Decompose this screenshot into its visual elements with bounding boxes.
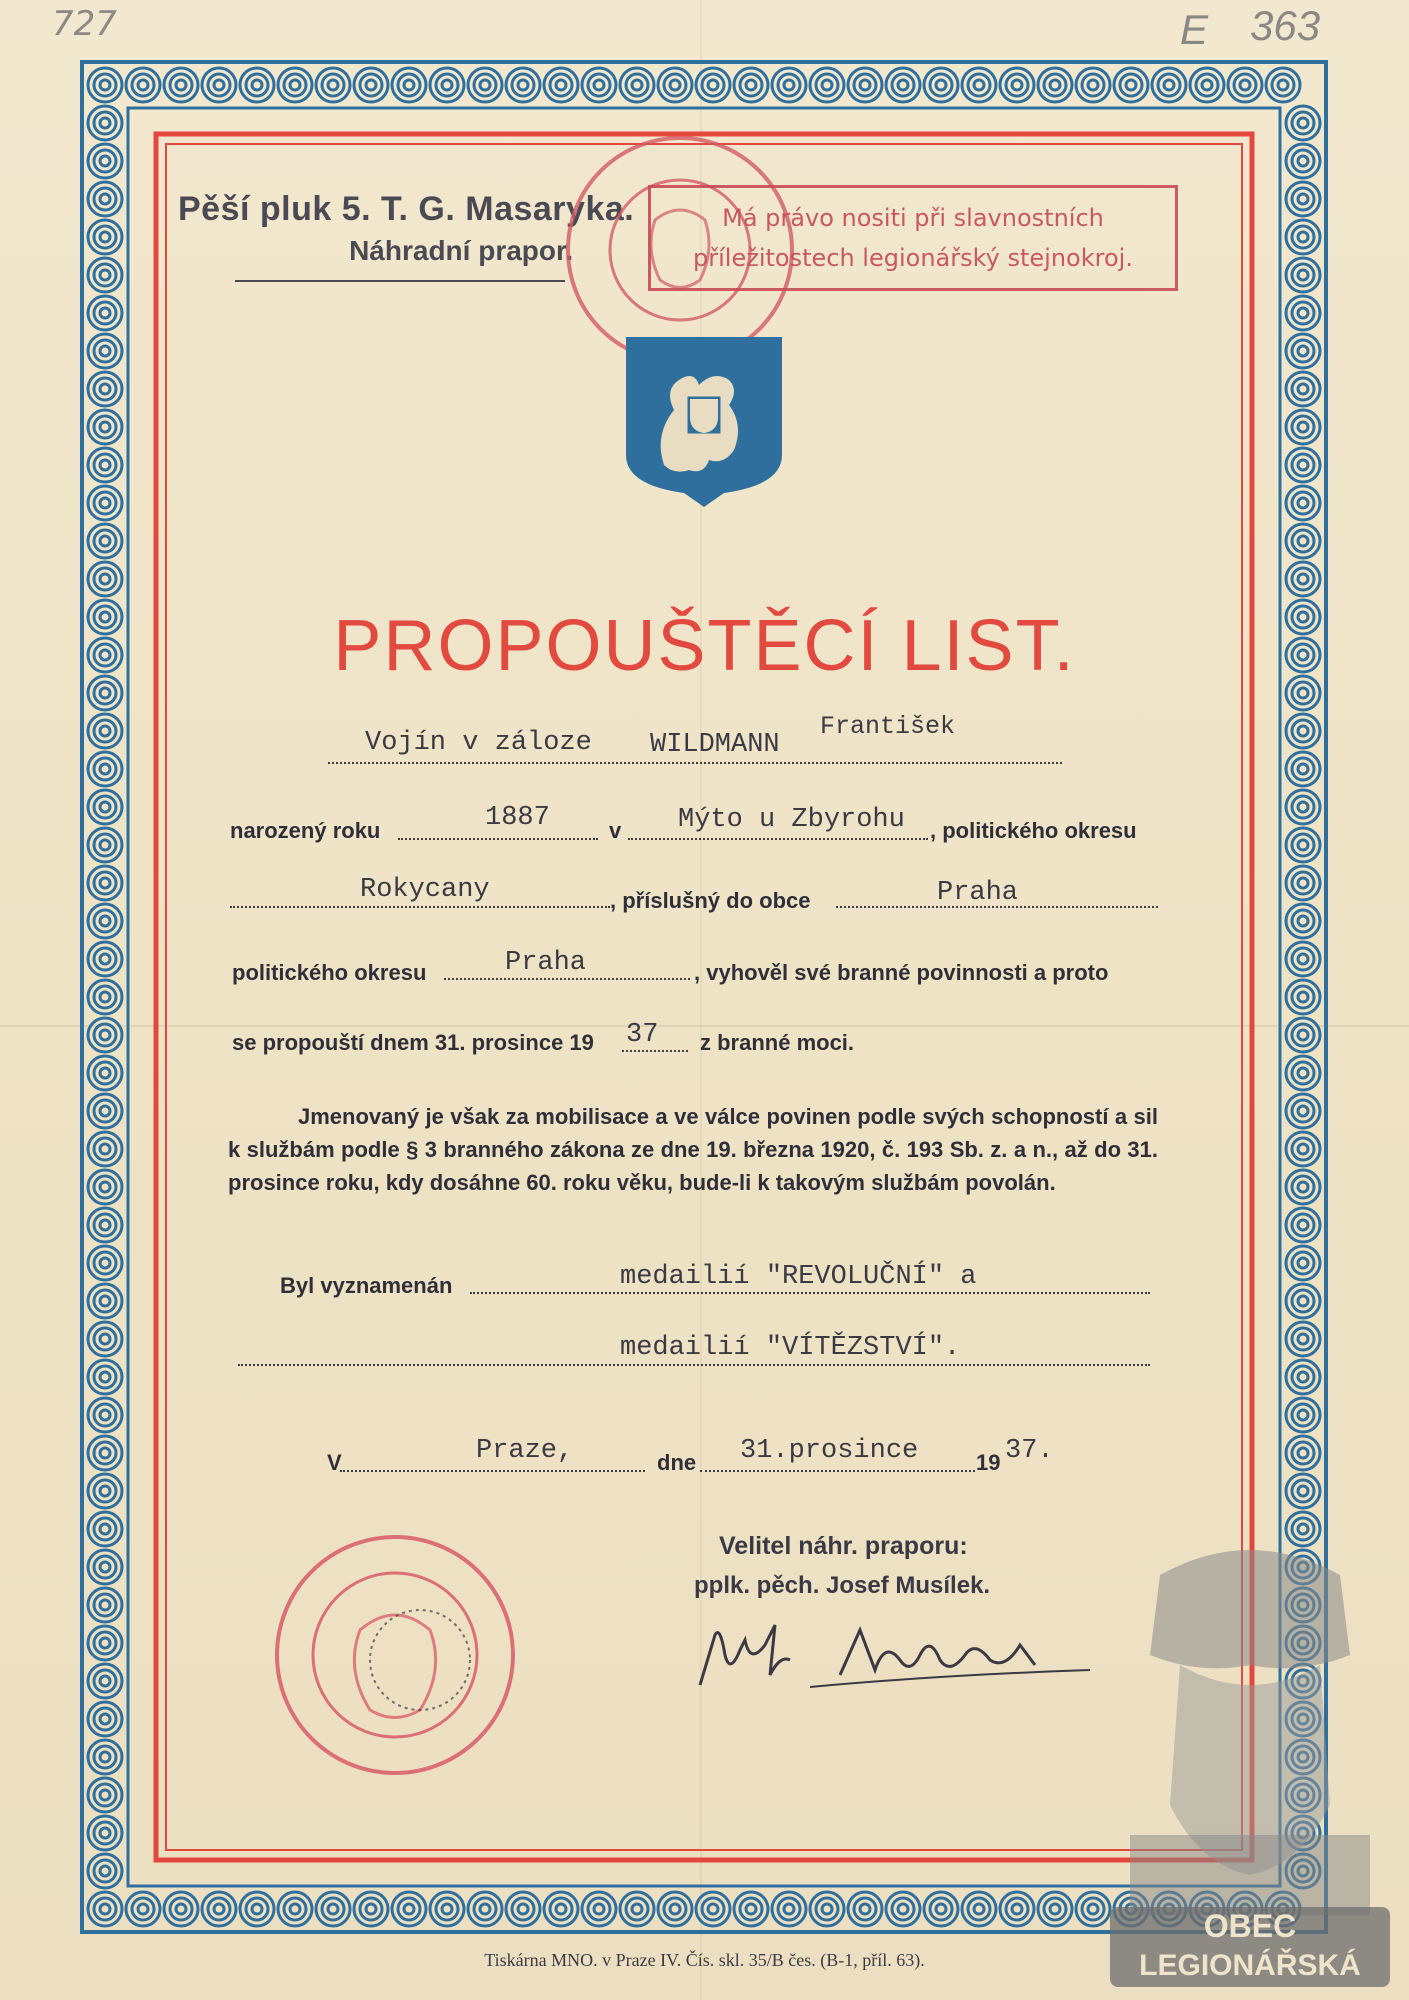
border-ornament <box>88 1550 122 1584</box>
border-ornament <box>88 144 122 178</box>
border-ornament <box>88 182 122 216</box>
residence-district: Rokycany <box>360 875 490 905</box>
border-ornament <box>88 1208 122 1242</box>
border-ornament <box>1190 68 1224 102</box>
border-ornament <box>1286 1360 1320 1394</box>
issue-place-dots <box>340 1470 645 1472</box>
border-ornament <box>1286 182 1320 216</box>
border-ornament <box>620 1892 654 1926</box>
border-ornament <box>1286 1132 1320 1166</box>
border-ornament <box>88 1588 122 1622</box>
border-ornament <box>316 1892 350 1926</box>
border-ornament <box>1228 68 1262 102</box>
border-ornament <box>772 1892 806 1926</box>
award-line1-dots <box>470 1292 1150 1294</box>
legion-stamp-line1: Má právo nositi při slavnostních <box>722 204 1104 232</box>
award-line2: medailií "VÍTĚZSTVÍ". <box>620 1333 961 1363</box>
border-ornament <box>1286 1284 1320 1318</box>
border-ornament <box>962 1892 996 1926</box>
border-ornament <box>1076 68 1110 102</box>
border-ornament <box>202 1892 236 1926</box>
border-ornament <box>88 1892 122 1926</box>
border-ornament <box>164 1892 198 1926</box>
given-name: František <box>820 712 956 741</box>
birth-in-label: v <box>609 818 622 843</box>
border-ornament <box>886 68 920 102</box>
border-ornament <box>506 1892 540 1926</box>
surname: WILDMANN <box>650 730 780 760</box>
birth-place: Mýto u Zbyrohu <box>678 805 905 835</box>
border-ornament <box>126 1892 160 1926</box>
border-ornament <box>1152 68 1186 102</box>
year-prefix: 19 <box>976 1450 1001 1475</box>
commander-name: pplk. pěch. Josef Musílek. <box>694 1572 991 1599</box>
border-ornament <box>886 1892 920 1926</box>
service-obligation-paragraph <box>228 1100 1158 1199</box>
border-ornament <box>810 1892 844 1926</box>
belongs-label: , příslušný do obce <box>610 888 811 913</box>
border-ornament <box>734 1892 768 1926</box>
border-ornament <box>1286 828 1320 862</box>
border-ornament <box>1286 410 1320 444</box>
award-line2-dots <box>238 1364 1150 1366</box>
border-ornament <box>1286 258 1320 292</box>
border-ornament <box>696 68 730 102</box>
border-ornament <box>88 1436 122 1470</box>
border-ornament <box>88 1132 122 1166</box>
award-line1: medailií "REVOLUČNÍ" a <box>620 1262 977 1292</box>
border-ornament <box>88 1474 122 1508</box>
border-ornament <box>88 410 122 444</box>
year-suffix: 37. <box>1005 1436 1054 1466</box>
border-ornament <box>1286 866 1320 900</box>
border-ornament <box>88 562 122 596</box>
archive-mark-left: 727 <box>52 4 117 44</box>
border-ornament <box>1286 1018 1320 1052</box>
border-ornament <box>88 790 122 824</box>
border-ornament <box>88 524 122 558</box>
border-ornament <box>1114 68 1148 102</box>
obec-legionarska-logo <box>1100 1535 1400 1995</box>
border-ornament <box>354 68 388 102</box>
logo-text-obec: OBEC <box>1203 1908 1297 1944</box>
border-ornament <box>88 1246 122 1280</box>
border-ornament <box>1286 1246 1320 1280</box>
border-ornament <box>1286 1056 1320 1090</box>
birth-label: narozený roku <box>230 818 381 843</box>
name-dotted-line <box>328 762 1062 764</box>
border-ornament <box>1286 1208 1320 1242</box>
border-ornament <box>240 68 274 102</box>
border-ornament <box>658 1892 692 1926</box>
border-ornament <box>392 1892 426 1926</box>
border-ornament <box>278 1892 312 1926</box>
border-ornament <box>88 106 122 140</box>
border-ornament <box>430 68 464 102</box>
border-ornament <box>1038 1892 1072 1926</box>
unit-stamp-underline <box>235 280 565 282</box>
issue-date: 31.prosince <box>740 1436 919 1466</box>
border-ornament <box>88 296 122 330</box>
border-ornament <box>1286 790 1320 824</box>
border-ornament <box>88 714 122 748</box>
municipality-dots <box>836 906 1158 908</box>
red-seal-bottom <box>270 1530 520 1780</box>
border-ornament <box>544 68 578 102</box>
district2-rest: , vyhověl své branné povinnosti a proto <box>694 960 1109 985</box>
border-ornament <box>582 68 616 102</box>
issue-date-dots <box>700 1470 975 1472</box>
district2-value: Praha <box>505 948 587 978</box>
border-ornament <box>88 980 122 1014</box>
border-ornament <box>1000 1892 1034 1926</box>
legion-stamp-line2: příležitostech legionářský stejnokroj. <box>693 244 1133 272</box>
border-ornament <box>1286 1094 1320 1128</box>
border-ornament <box>240 1892 274 1926</box>
border-ornament <box>1286 1398 1320 1432</box>
border-ornament <box>88 1360 122 1394</box>
release-prefix: se propouští dnem 31. prosince 19 <box>232 1030 594 1055</box>
birth-year-dots <box>398 838 598 840</box>
border-ornament <box>468 1892 502 1926</box>
border-ornament <box>848 1892 882 1926</box>
border-ornament <box>88 1778 122 1812</box>
residence-district-dots <box>230 906 610 908</box>
border-ornament <box>88 904 122 938</box>
border-ornament <box>88 68 122 102</box>
unit-stamp-name: Pěší pluk 5. T. G. Masaryka. <box>178 190 635 228</box>
signature <box>690 1615 1090 1705</box>
border-ornament <box>1286 486 1320 520</box>
border-ornament <box>658 68 692 102</box>
issue-place: Praze, <box>476 1436 574 1466</box>
border-ornament <box>1286 1170 1320 1204</box>
place-v-label: V <box>327 1450 342 1475</box>
border-ornament <box>1266 68 1300 102</box>
border-ornament <box>88 942 122 976</box>
border-ornament <box>88 1626 122 1660</box>
district2-dots <box>444 978 690 980</box>
border-ornament <box>88 220 122 254</box>
border-ornament <box>962 68 996 102</box>
district2-label: politického okresu <box>232 960 427 985</box>
border-ornament <box>544 1892 578 1926</box>
border-ornament <box>392 68 426 102</box>
border-ornament <box>88 1284 122 1318</box>
border-ornament <box>88 1322 122 1356</box>
birth-place-dots <box>628 838 928 840</box>
border-ornament <box>1286 904 1320 938</box>
legion-uniform-stamp <box>648 185 1178 291</box>
border-ornament <box>620 68 654 102</box>
border-ornament <box>88 1816 122 1850</box>
rank-text: Vojín v záloze <box>365 728 592 758</box>
border-ornament <box>88 486 122 520</box>
release-year-dots <box>622 1050 688 1052</box>
border-ornament <box>1286 1436 1320 1470</box>
border-ornament <box>316 68 350 102</box>
archive-mark-letter: E <box>1180 6 1209 53</box>
border-ornament <box>582 1892 616 1926</box>
border-ornament <box>1286 106 1320 140</box>
border-ornament <box>1286 1322 1320 1356</box>
border-ornament <box>88 258 122 292</box>
border-ornament <box>88 752 122 786</box>
border-ornament <box>1000 68 1034 102</box>
border-ornament <box>696 1892 730 1926</box>
border-ornament <box>1286 144 1320 178</box>
date-label: dne <box>657 1450 697 1475</box>
border-ornament <box>1286 752 1320 786</box>
document-title: PROPOUŠTĚCÍ LIST. <box>333 606 1076 686</box>
border-ornament <box>1286 562 1320 596</box>
border-ornament <box>88 1398 122 1432</box>
border-ornament <box>88 1170 122 1204</box>
border-ornament <box>1286 942 1320 976</box>
border-ornament <box>1286 334 1320 368</box>
release-year-suffix: 37 <box>626 1020 659 1050</box>
border-ornament <box>88 1702 122 1736</box>
border-ornament <box>88 1664 122 1698</box>
border-ornament <box>848 68 882 102</box>
coat-of-arms <box>624 335 784 510</box>
municipality: Praha <box>937 878 1019 908</box>
border-ornament <box>772 68 806 102</box>
border-ornament <box>1286 1474 1320 1508</box>
border-ornament <box>88 1094 122 1128</box>
border-ornament <box>1286 220 1320 254</box>
border-ornament <box>430 1892 464 1926</box>
border-ornament <box>1286 448 1320 482</box>
border-ornament <box>1286 296 1320 330</box>
border-ornament <box>88 334 122 368</box>
border-ornament <box>88 866 122 900</box>
border-ornament <box>88 1740 122 1774</box>
border-ornament <box>734 68 768 102</box>
release-suffix: z branné moci. <box>700 1030 855 1055</box>
border-ornament <box>88 1056 122 1090</box>
border-ornament <box>88 1854 122 1888</box>
commander-title: Velitel náhr. praporu: <box>719 1532 968 1560</box>
border-ornament <box>126 68 160 102</box>
border-ornament <box>1286 980 1320 1014</box>
border-ornament <box>202 68 236 102</box>
border-ornament <box>88 1018 122 1052</box>
border-ornament <box>88 1512 122 1546</box>
border-ornament <box>1286 524 1320 558</box>
border-ornament <box>1286 714 1320 748</box>
border-ornament <box>810 68 844 102</box>
border-ornament <box>1286 372 1320 406</box>
border-ornament <box>924 68 958 102</box>
border-ornament <box>506 68 540 102</box>
border-ornament <box>164 68 198 102</box>
printer-imprint: Tiskárna MNO. v Praze IV. Čís. skl. 35/B čes. (B-1, příl. 63). <box>484 1950 925 1970</box>
awards-label: Byl vyznamenán <box>280 1273 453 1298</box>
birth-district-label: , politického okresu <box>930 818 1137 843</box>
border-ornament <box>88 372 122 406</box>
birth-year: 1887 <box>485 803 550 833</box>
border-ornament <box>88 828 122 862</box>
border-ornament <box>924 1892 958 1926</box>
unit-stamp-subunit: Náhradní prapor. <box>349 235 574 266</box>
logo-text-legionarska: LEGIONÁŘSKÁ <box>1139 1949 1361 1982</box>
border-ornament <box>278 68 312 102</box>
archive-mark-number: 363 <box>1250 2 1321 49</box>
border-ornament <box>354 1892 388 1926</box>
border-ornament <box>1038 68 1072 102</box>
border-ornament <box>88 448 122 482</box>
paragraph-text: Jmenovaný je však za mobilisace a ve válce povinen podle svých schopností a sil k službám podle § 3 branného zákona ze dne 19. března 1920, č. 193 Sb. z. a n., až do 31. prosince roku, kdy dosáhne 60. roku věku, bude-li k takovým službám povolán. <box>228 1104 1158 1195</box>
border-ornament <box>468 68 502 102</box>
